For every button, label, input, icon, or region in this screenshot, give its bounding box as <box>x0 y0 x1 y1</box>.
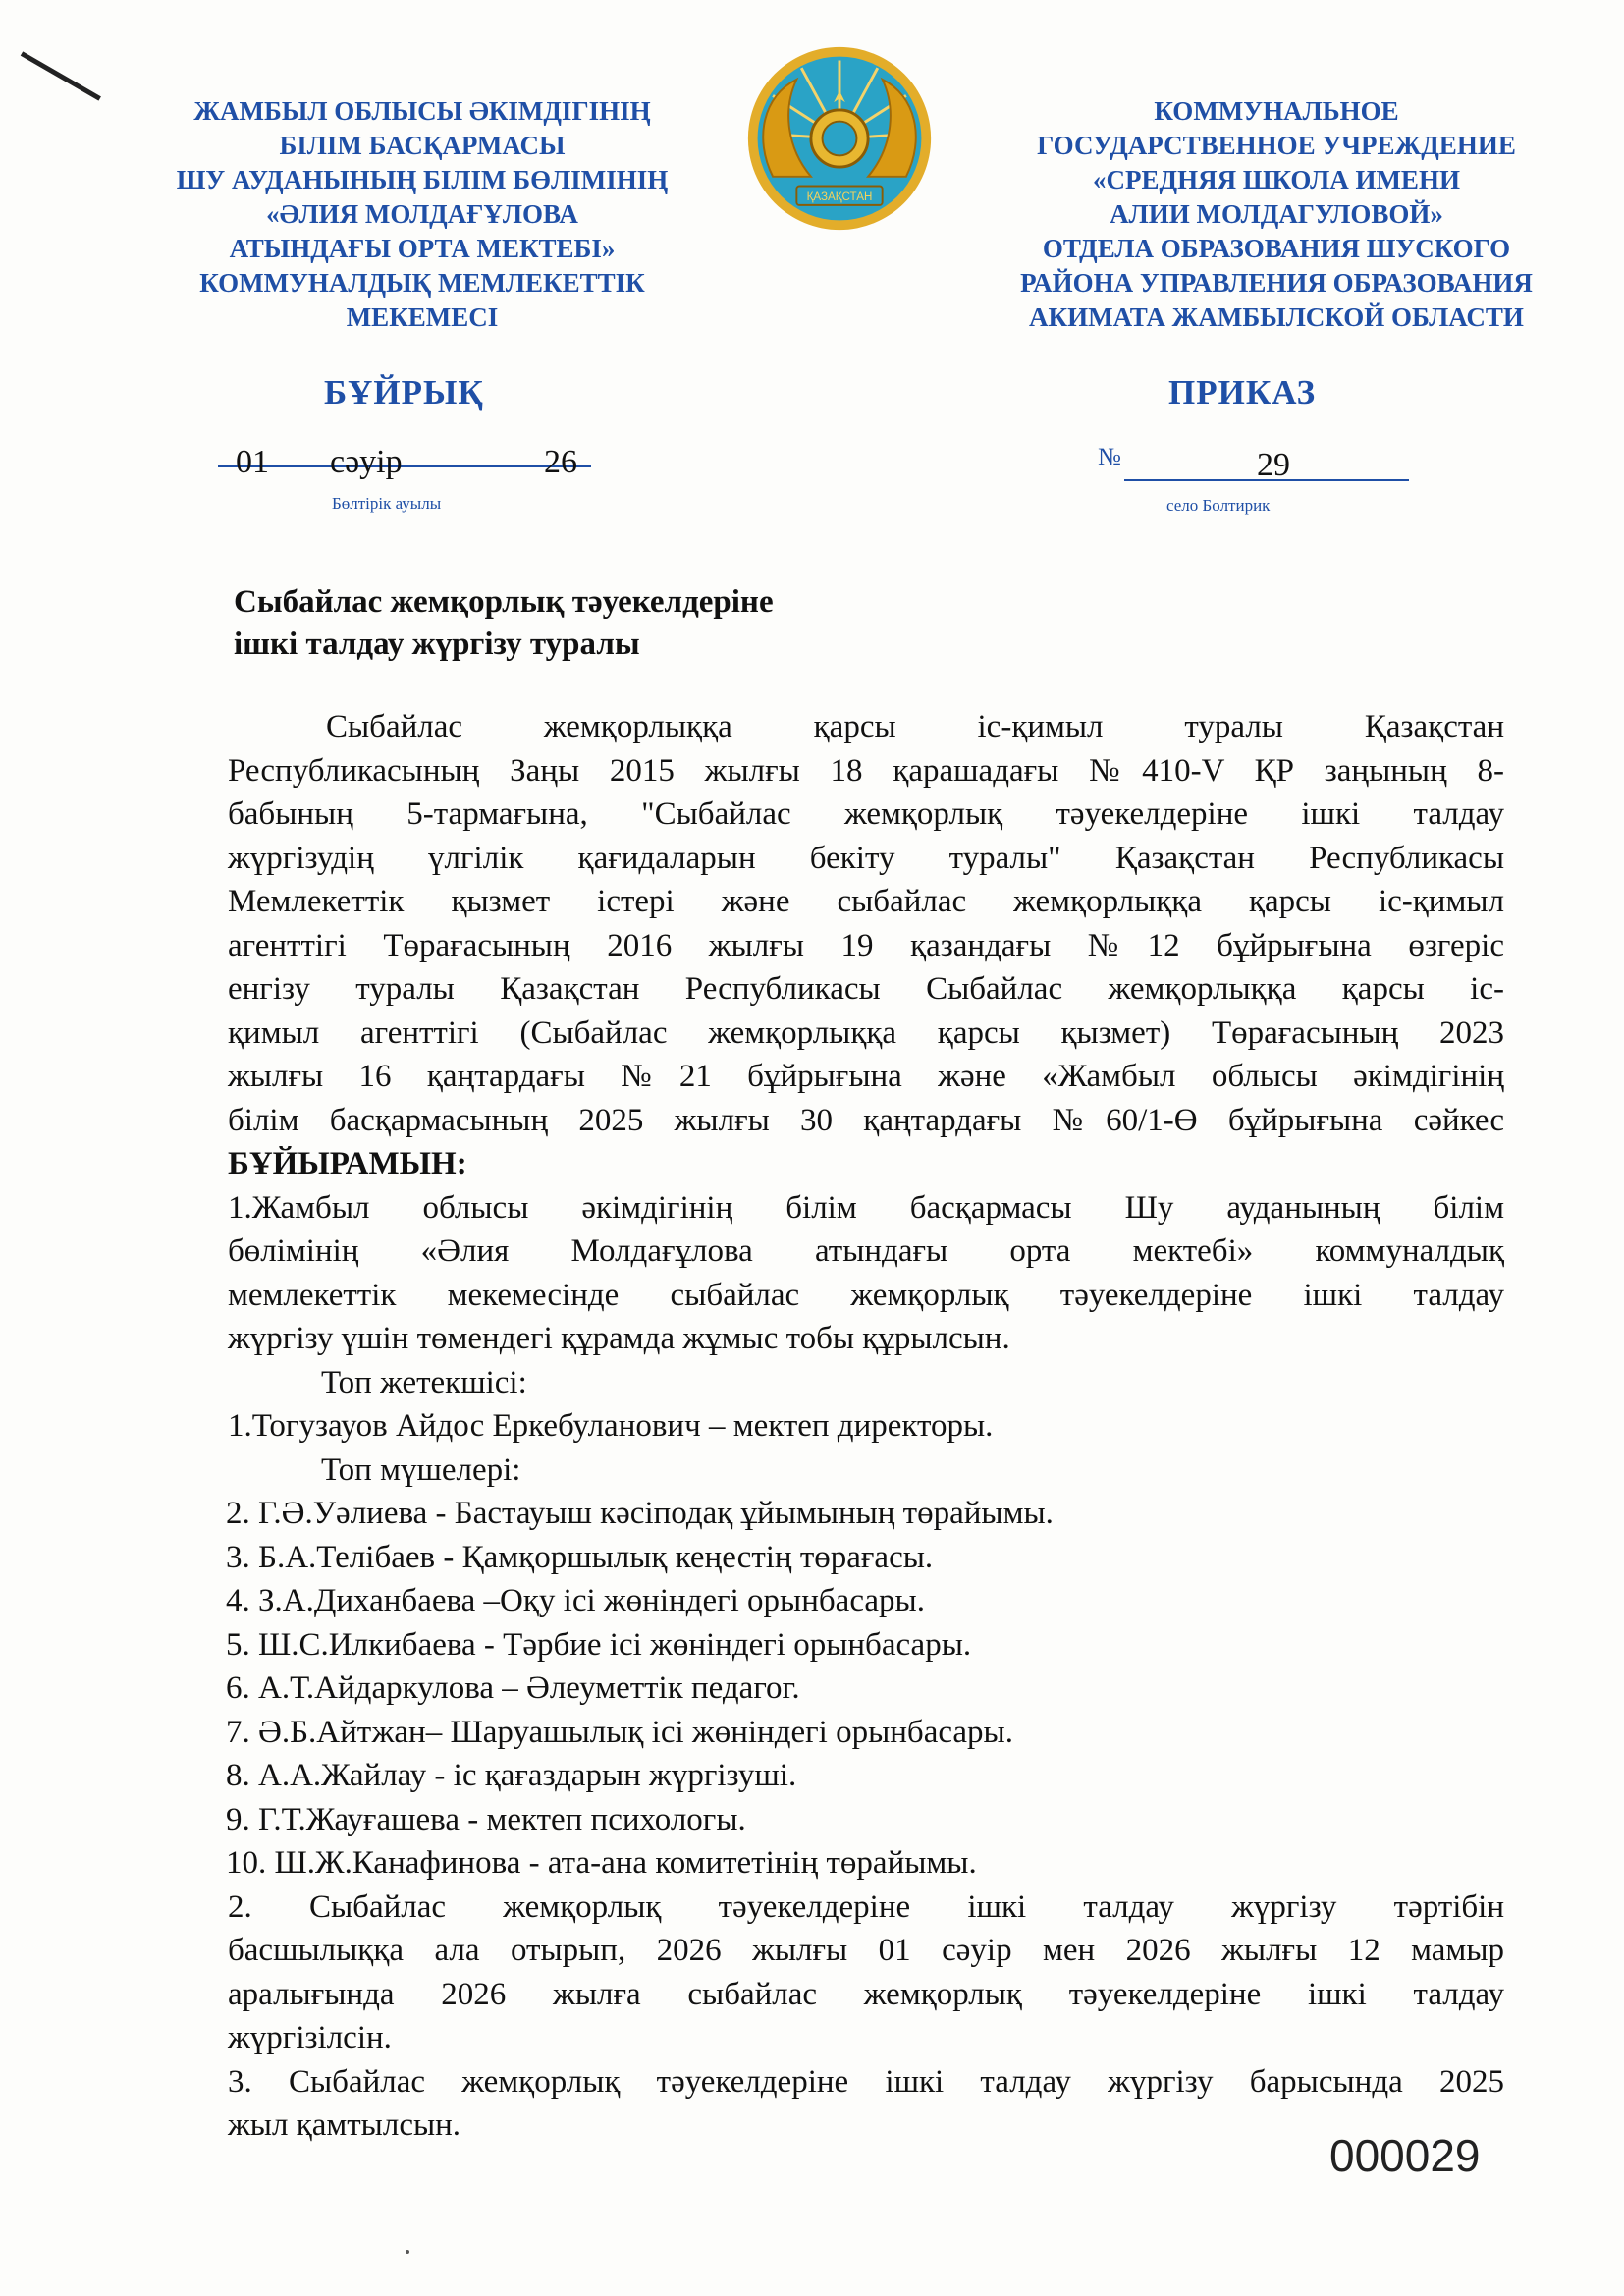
preamble-line: агенттігі Төрағасының 2016 жылғы 19 қазандағы №12 бұйрығына өзгеріс <box>228 927 1504 963</box>
emblem-ribbon-text: ҚАЗАҚСТАН <box>806 191 873 204</box>
preamble-line: енгізу туралы Қазақстан Республикасы Сыбайлас жемқорлыққа қарсы іс- <box>228 971 1504 1007</box>
scan-speck <box>406 2250 409 2254</box>
header-russian-line: АЛИИ МОЛДАГУЛОВОЙ» <box>1110 199 1443 229</box>
member-entry: 4. З.А.Диханбаева –Оқу ісі жөніндегі орынбасары. <box>226 1583 925 1618</box>
item3-line: 3. Сыбайлас жемқорлық тәуекелдеріне ішкі талдау жүргізу барысында 2025 <box>228 2063 1504 2100</box>
members-label: Топ мүшелері: <box>321 1451 521 1488</box>
header-russian-line: «СРЕДНЯЯ ШКОЛА ИМЕНИ <box>1093 165 1460 194</box>
header-kazakh-line: АТЫНДАҒЫ ОРТА МЕКТЕБІ» <box>229 234 616 263</box>
order-number: 29 <box>1257 447 1290 483</box>
header-kazakh-line: «ӘЛИЯ МОЛДАҒҰЛОВА <box>266 199 578 229</box>
header-kazakh-line: ЖАМБЫЛ ОБЛЫСЫ ӘКІМДІГІНІҢ <box>193 96 651 126</box>
header-kazakh-line: ШУ АУДАНЫНЫҢ БІЛІМ БӨЛІМІНІҢ <box>176 165 669 194</box>
order-body <box>228 705 1504 2148</box>
preamble-line: білім басқармасының 2025 жылғы 30 қаңтардағы №60/1-Ө бұйрығына сәйкес <box>228 1102 1504 1138</box>
member-entry: 5. Ш.С.Илкибаева - Тәрбие ісі жөніндегі орынбасары. <box>226 1626 972 1663</box>
preamble-line: Республикасының Заңы 2015 жылғы 18 қарашадағы №410-V ҚР заңының 8- <box>228 752 1504 789</box>
preamble-line: бабының 5-тармағына, "Сыбайлас жемқорлық тәуекелдеріне ішкі талдау <box>228 796 1504 832</box>
member-entry: 7. Ә.Б.Айтжан– Шаруашылық ісі жөніндегі орынбасары. <box>226 1714 1013 1750</box>
item2-line: басшылыққа ала отырып, 2026 жылғы 01 сәуір мен 2026 жылғы 12 мамыр <box>228 1933 1504 1968</box>
member-entry: 8. А.А.Жайлау - іс қағаздарын жүргізуші. <box>226 1758 797 1793</box>
header-russian <box>977 94 1576 335</box>
leader-label: Топ жетекшісі: <box>321 1364 527 1400</box>
member-entry: 2. Г.Ә.Уәлиева - Бастауыш кәсіподақ ұйымының төрайымы. <box>226 1496 1054 1531</box>
header-kazakh <box>147 94 697 335</box>
document-serial-number: 000029 <box>1329 2130 1481 2181</box>
item1-line: бөлімінің «Әлия Молдағұлова атындағы орта мектебі» коммуналдық <box>228 1233 1504 1269</box>
header-kazakh-line: КОММУНАЛДЫҚ МЕМЛЕКЕТТІК <box>199 268 645 298</box>
place-russian: село Болтирик <box>1166 496 1271 515</box>
place-kazakh: Бөлтірік ауылы <box>332 494 442 513</box>
scan-pen-mark <box>21 51 101 100</box>
leader-entry: 1.Тогузауов Айдос Еркебуланович – мектеп директоры. <box>228 1408 994 1444</box>
kazakhstan-state-emblem-icon <box>744 43 935 234</box>
date-day: 01 <box>236 444 269 480</box>
preamble-line: Сыбайлас жемқорлыққа қарсы іс-қимыл туралы Қазақстан <box>326 709 1504 744</box>
item1-line: 1.Жамбыл облысы әкімдігінің білім басқармасы Шу ауданының білім <box>228 1189 1504 1226</box>
doc-type-russian: ПРИКАЗ <box>1168 373 1317 411</box>
header-russian-line: ГОСУДАРСТВЕННОЕ УЧРЕЖДЕНИЕ <box>1037 131 1516 160</box>
preamble-line: жүргізудің үлгілік қағидаларын бекіту туралы" Қазақстан Республикасы <box>228 840 1504 876</box>
preamble-line: қимыл агенттігі (Сыбайлас жемқорлыққа қарсы қызмет) Төрағасының 2023 <box>228 1014 1504 1051</box>
header-kazakh-line: МЕКЕМЕСІ <box>346 302 499 332</box>
header-kazakh-line: БІЛІМ БАСҚАРМАСЫ <box>279 131 566 160</box>
member-entry: 3. Б.А.Телібаев - Қамқоршылық кеңестің төрағасы. <box>226 1539 934 1575</box>
preamble-line: Мемлекеттік қызмет істері және сыбайлас жемқорлыққа қарсы іс-қимыл <box>228 884 1504 919</box>
number-sign: № <box>1098 444 1121 470</box>
subject-line: Сыбайлас жемқорлық тәуекелдеріне <box>234 584 774 620</box>
subject-line: ішкі талдау жүргізу туралы <box>234 627 640 662</box>
item2-line: 2. Сыбайлас жемқорлық тәуекелдеріне ішкі талдау жүргізу тәртібін <box>228 1888 1504 1925</box>
header-russian-line: КОММУНАЛЬНОЕ <box>1154 96 1399 126</box>
date-year: 26 <box>544 444 577 480</box>
header-russian-line: РАЙОНА УПРАВЛЕНИЯ ОБРАЗОВАНИЯ <box>1020 268 1533 298</box>
header-russian-line: ОТДЕЛА ОБРАЗОВАНИЯ ШУСКОГО <box>1042 234 1511 263</box>
date-month: сәуір <box>330 444 403 480</box>
item2-line: аралығында 2026 жылға сыбайлас жемқорлық тәуекелдеріне ішкі талдау <box>228 1976 1504 2012</box>
item3-line: жыл қамтылсын. <box>228 2107 461 2143</box>
date-underline <box>218 465 591 467</box>
header-russian-line: АКИМАТА ЖАМБЫЛСКОЙ ОБЛАСТИ <box>1029 302 1524 332</box>
item2-line: жүргізілсін. <box>228 2020 392 2055</box>
member-entry: 9. Г.Т.Жауғашева - мектеп психологы. <box>226 1801 746 1837</box>
member-entry: 10. Ш.Ж.Канафинова - ата-ана комитетінің төрайымы. <box>226 1845 977 1881</box>
doc-type-kazakh: БҰЙРЫҚ <box>324 373 484 411</box>
preamble-line: жылғы 16 қаңтардағы №21 бұйрығына және «Жамбыл облысы әкімдігінің <box>228 1059 1504 1094</box>
order-subject <box>234 581 774 666</box>
member-entry: 6. А.Т.Айдаркулова – Әлеуметтік педагог. <box>226 1670 800 1706</box>
item1-line: мемлекеттік мекемесінде сыбайлас жемқорлық тәуекелдеріне ішкі талдау <box>228 1277 1504 1313</box>
item1-line: жүргізу үшін төмендегі құрамда жұмыс тобы құрылсын. <box>228 1321 1010 1356</box>
order-word: БҰЙЫРАМЫН: <box>228 1146 467 1181</box>
